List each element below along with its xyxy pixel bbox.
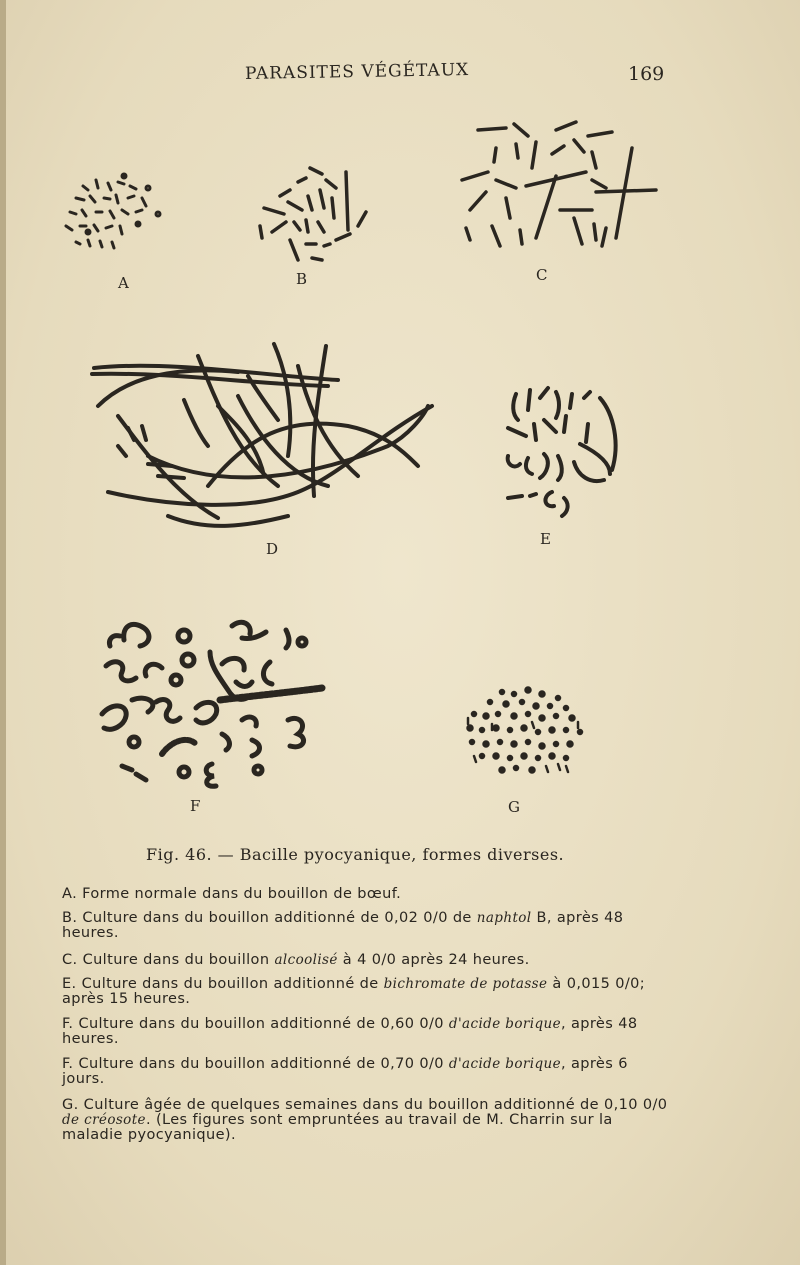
- legend-g-label: G.: [62, 1097, 79, 1113]
- legend-g-italic: de créosote: [62, 1112, 146, 1128]
- figure-label-e: E: [540, 530, 551, 548]
- legend-b-label: B.: [62, 910, 78, 926]
- legend-f2-italic: d'acide borique: [448, 1056, 561, 1072]
- legend-b-text-end: B, après 48 heures.: [62, 910, 624, 941]
- legend-f2-text: Culture dans du bouillon additionné de 0,70 0/0: [78, 1056, 444, 1072]
- page-number: 169: [628, 63, 665, 85]
- legend-c-italic: alcoolisé: [274, 952, 338, 968]
- legend-f1-italic: d'acide borique: [448, 1016, 561, 1032]
- legend-f2-text-end: , après 6 jours.: [62, 1056, 628, 1087]
- legend-e-text-end: à 0,015 0/0; après 15 heures.: [62, 976, 646, 1007]
- figure-label-b: B: [296, 270, 308, 288]
- legend-g: [62, 1098, 672, 1143]
- legend-a: [62, 887, 672, 902]
- legend-e-italic: bichromate de potasse: [383, 976, 548, 992]
- legend-b-text: Culture dans du bouillon additionné de 0,02 0/0 de: [82, 910, 472, 926]
- legend-c-text: Culture dans du bouillon: [82, 952, 270, 968]
- figure-a-illustration: [58, 168, 178, 258]
- legend-e: [62, 977, 672, 1007]
- legend-e-text: Culture dans du bouillon additionné de: [81, 976, 379, 992]
- figure-f-illustration: [92, 610, 332, 790]
- legend-f1-text: Culture dans du bouillon additionné de 0,60 0/0: [78, 1016, 444, 1032]
- legend-f1-text-end: , après 48 heures.: [62, 1016, 638, 1047]
- legend-c: [62, 953, 672, 968]
- legend-c-text-end: à 4 0/0 après 24 heures.: [342, 952, 530, 968]
- figure-e-illustration: [500, 384, 630, 520]
- legend-a-text: Forme normale dans du bouillon de bœuf.: [82, 886, 402, 902]
- legend-g-text-end: . (Les figures sont empruntées au travail de M. Charrin sur la maladie pyocyanique).: [62, 1112, 613, 1143]
- running-head: PARASITES VÉGÉTAUX: [244, 60, 470, 84]
- legend-f1-label: F.: [62, 1016, 74, 1032]
- legend-c-label: C.: [62, 952, 78, 968]
- figure-label-a: A: [118, 274, 129, 292]
- legend-g-text: Culture âgée de quelques semaines dans du bouillon additionné de 0,10 0/0: [83, 1097, 668, 1113]
- legend-b-italic: naphtol: [476, 910, 532, 926]
- figure-label-d: D: [266, 540, 279, 558]
- figure-label-c: C: [536, 266, 548, 284]
- legend-b: [62, 911, 672, 941]
- figure-b-illustration: [250, 160, 380, 270]
- legend-f2-label: F.: [62, 1056, 74, 1072]
- figure-label-g: G: [508, 798, 520, 816]
- figure-caption: Fig. 46. — Bacille pyocyanique, formes diverses.: [146, 845, 565, 864]
- figure-c-illustration: [456, 118, 666, 258]
- legend-f1: [62, 1017, 672, 1047]
- legend-e-label: E.: [62, 976, 77, 992]
- legend-f2: [62, 1057, 672, 1087]
- figure-d-illustration: [88, 336, 438, 536]
- page-edge: [0, 0, 6, 1265]
- figure-label-f: F: [190, 797, 201, 815]
- figure-g-illustration: [462, 684, 592, 784]
- legend-a-label: A.: [62, 886, 78, 902]
